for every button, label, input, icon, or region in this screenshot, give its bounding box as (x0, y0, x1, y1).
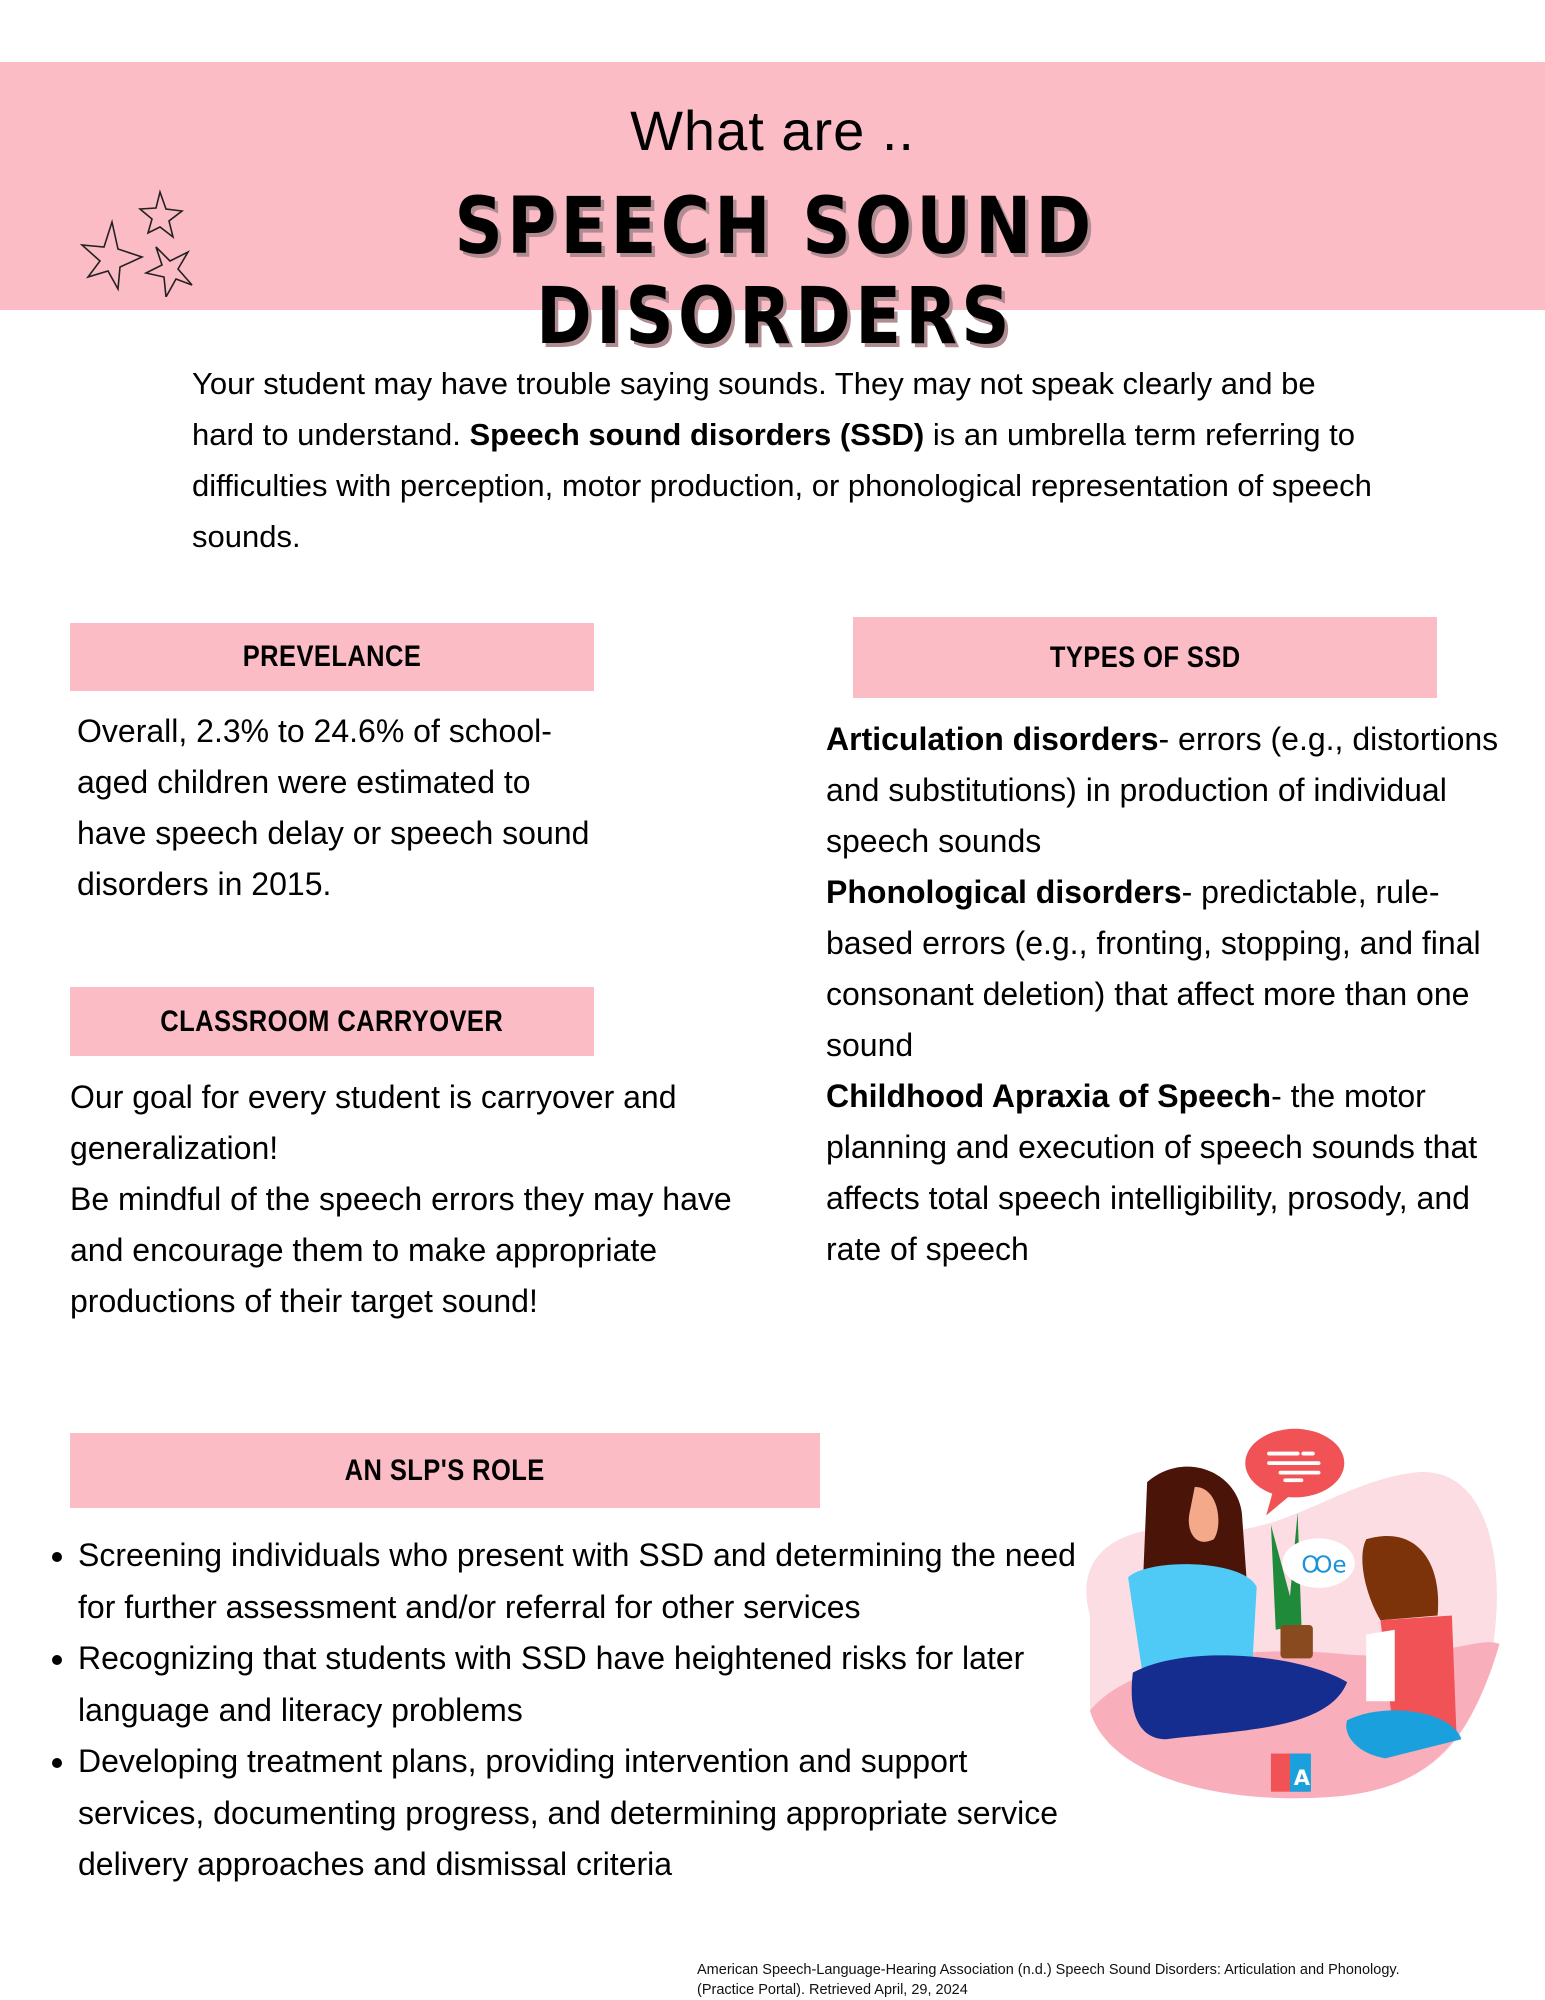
carryover-line-2: Be mindful of the speech errors they may have and encourage them to make appropriate productions of their target sound! (70, 1181, 732, 1319)
block-letter: A (1293, 1766, 1311, 1790)
svg-text:Ꝏe: Ꝏe (1301, 1552, 1347, 1579)
intro-text-2: is an umbrella term referring to difficulties with perception, motor production, or phonological representation of speech sounds. (192, 417, 1372, 554)
types-heading-text: TYPES OF SSD (1049, 640, 1241, 674)
type-separator: - (1271, 1078, 1291, 1114)
intro-paragraph (192, 358, 1372, 562)
types-list (826, 714, 1506, 1275)
type-term: Phonological disorders (826, 874, 1182, 910)
type-item-phonological (826, 867, 1506, 1071)
carryover-heading-text: CLASSROOM CARRYOVER (160, 1004, 504, 1038)
page-title: SPEECH SOUND DISORDERS (454, 182, 1096, 362)
type-term: Articulation disorders (826, 721, 1159, 757)
prevalence-heading-text: PREVELANCE (242, 640, 422, 673)
types-heading (853, 617, 1437, 698)
role-item: • Recognizing that students with SSD have heightened risks for later language and literacy problems (78, 1633, 1088, 1736)
intro-bold-term: Speech sound disorders (SSD) (469, 417, 925, 452)
type-item-apraxia (826, 1071, 1506, 1275)
type-description: errors (e.g., distortions and substitutions) in production of individual speech sounds (826, 721, 1499, 859)
citation (697, 1960, 1545, 2000)
prevalence-heading (70, 623, 594, 691)
citation-line-2: (Practice Portal). Retrieved April, 29, 2024 (697, 1982, 968, 1998)
citation-line-1: American Speech-Language-Hearing Association (n.d.) Speech Sound Disorders: Articulation and Phonology. (697, 1962, 1400, 1978)
prevalence-text: Overall, 2.3% to 24.6% of school-aged children were estimated to have speech delay or speech sound disorders in 2015. (77, 713, 590, 902)
carryover-line-1: Our goal for every student is carryover and generalization! (70, 1079, 677, 1166)
page-pretitle: What are .. (630, 99, 915, 162)
therapist-child-illustration (1050, 1425, 1530, 1825)
type-separator: - (1181, 874, 1202, 910)
intro-text-1: Your student may have trouble saying sounds. They may not speak clearly and be hard to understand. (192, 366, 1316, 452)
stars-icon (80, 177, 210, 297)
role-item: • Screening individuals who present with SSD and determining the need for further assessment and/or referral for other services (78, 1530, 1088, 1633)
type-description: the motor planning and execution of speech sounds that affects total speech intelligibility, prosody, and rate of speech (826, 1078, 1478, 1267)
title-banner (0, 62, 1545, 362)
carryover-heading (70, 987, 594, 1056)
role-list (40, 1530, 1088, 1891)
role-heading-text: AN SLP'S ROLE (344, 1453, 546, 1487)
type-description: predictable, rule-based errors (e.g., fronting, stopping, and final consonant deletion) that affect more than one sound (826, 874, 1481, 1063)
type-item-articulation (826, 714, 1506, 867)
carryover-text (70, 1072, 770, 1327)
type-term: Childhood Apraxia of Speech (826, 1078, 1272, 1114)
type-separator: - (1158, 721, 1179, 757)
role-heading (70, 1433, 820, 1508)
role-item: • Developing treatment plans, providing intervention and support services, documenting progress, and determining appropriate service delivery approaches and dismissal criteria (78, 1736, 1088, 1891)
